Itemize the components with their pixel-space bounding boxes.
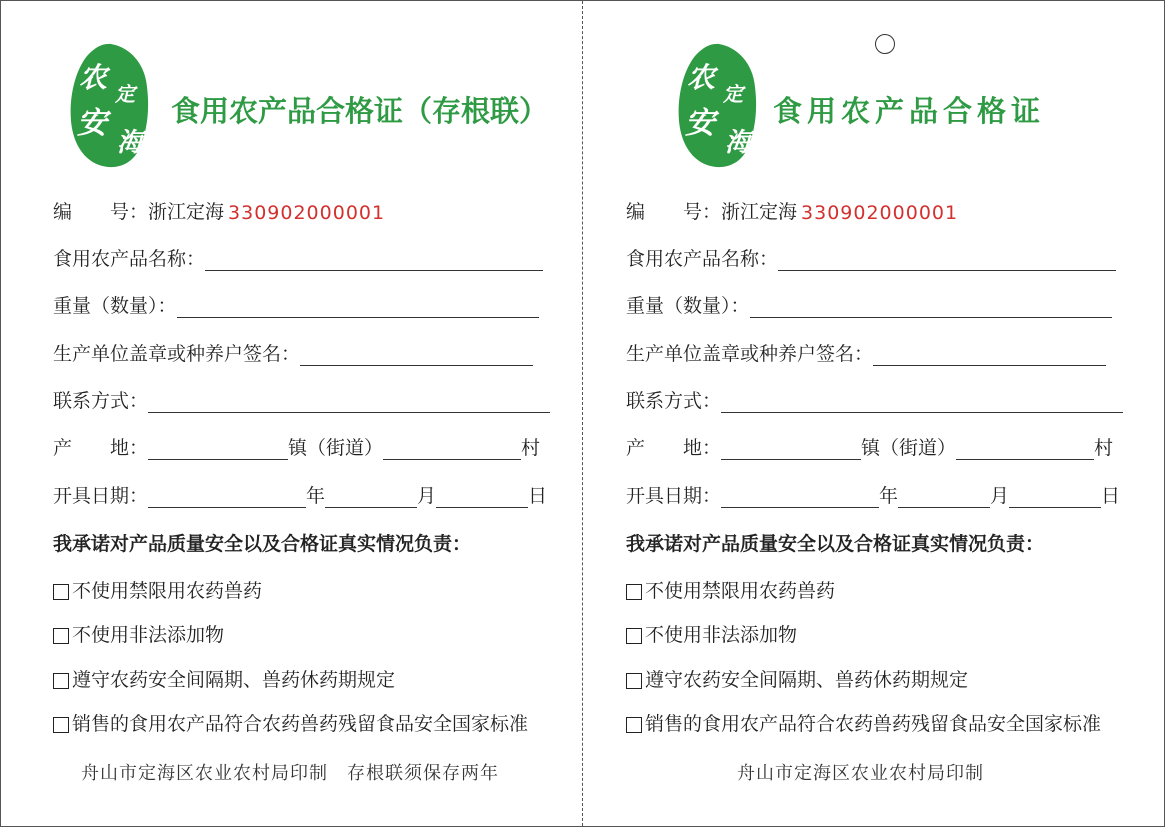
origin-village-field[interactable] [383,441,521,460]
checkbox[interactable] [53,673,69,689]
producer-signature-field[interactable] [300,347,533,366]
contact-field[interactable] [721,394,1123,413]
checkbox-row[interactable] [53,621,224,647]
stub-panel [1,1,582,826]
contact-field[interactable] [148,394,550,413]
pledge-statement: 我承诺对产品质量安全以及合格证真实情况负责： [53,533,472,555]
product-name-row [626,245,1116,271]
producer-signature-label: 生产单位盖章或种养户签名： [53,343,301,365]
checkbox-label: 销售的食用农产品符合农药兽药残留食品安全国家标准 [72,713,529,735]
year-label: 年 [306,485,326,507]
issue-day-field[interactable] [1009,489,1101,508]
printer-footer: 舟山市定海区农业农村局印制 存根联须保存两年 [81,763,499,784]
checkbox-row[interactable] [53,710,528,736]
serial-number-value: 330902000001 [801,202,959,224]
checkbox-row[interactable] [53,666,395,692]
origin-label: 产 地： [626,437,722,459]
weight-field[interactable] [750,299,1112,318]
serial-number-row [53,198,385,224]
checkbox[interactable] [626,584,642,600]
issue-date-row [626,482,1120,508]
serial-number-region: 浙江定海 [148,201,225,223]
logo-char-nong: 农 [79,61,108,94]
serial-number-label: 编 号： [626,201,722,223]
producer-signature-label: 生产单位盖章或种养户签名： [626,343,874,365]
printer-footer: 舟山市定海区农业农村局印制 [737,763,984,784]
checkbox[interactable] [53,628,69,644]
logo-char-ding: 定 [115,82,135,106]
checkbox-row[interactable] [626,710,1101,736]
weight-row [626,292,1112,318]
checkbox[interactable] [53,717,69,733]
checkbox-label: 不使用禁限用农药兽药 [72,580,263,602]
origin-village-label: 村 [1094,437,1114,459]
dinghai-logo [675,41,761,171]
pledge-statement: 我承诺对产品质量安全以及合格证真实情况负责： [626,533,1045,555]
logo-char-nong: 农 [687,61,716,94]
day-label: 日 [528,485,548,507]
issue-day-field[interactable] [436,489,528,508]
origin-village-field[interactable] [956,441,1094,460]
contact-row [53,387,550,413]
checkbox-label: 遵守农药安全间隔期、兽药休药期规定 [645,669,969,691]
contact-label: 联系方式： [626,390,722,412]
checkbox-label: 不使用禁限用农药兽药 [645,580,836,602]
checkbox-row[interactable] [626,666,968,692]
weight-label: 重量（数量）： [626,295,750,317]
checkbox-label: 不使用非法添加物 [72,624,225,646]
certificate-panel [583,1,1164,826]
issue-month-field[interactable] [325,489,417,508]
checkbox-label: 不使用非法添加物 [645,624,798,646]
certificate-title: 食用农产品合格证 [773,94,1046,128]
logo-char-hai: 海 [725,128,752,158]
serial-number-row [626,198,958,224]
issue-year-field[interactable] [148,489,306,508]
weight-row [53,292,539,318]
weight-field[interactable] [177,299,539,318]
producer-signature-row [53,340,533,366]
logo-char-an: 安 [685,106,715,141]
issue-date-label: 开具日期： [626,485,722,507]
issue-date-label: 开具日期： [53,485,149,507]
product-name-field[interactable] [205,252,543,271]
serial-number-region: 浙江定海 [721,201,798,223]
month-label: 月 [417,485,437,507]
checkbox[interactable] [626,717,642,733]
origin-town-field[interactable] [721,441,861,460]
logo-char-an: 安 [77,106,107,141]
checkbox-row[interactable] [53,577,262,603]
weight-label: 重量（数量）： [53,295,177,317]
origin-town-label: 镇（街道） [861,437,957,459]
serial-number-value: 330902000001 [228,202,386,224]
logo-char-hai: 海 [117,128,144,158]
day-label: 日 [1101,485,1121,507]
origin-label: 产 地： [53,437,149,459]
origin-row [626,434,1113,460]
checkbox-row[interactable] [626,621,797,647]
checkbox-label: 销售的食用农产品符合农药兽药残留食品安全国家标准 [645,713,1102,735]
origin-row [53,434,540,460]
product-name-field[interactable] [778,252,1116,271]
issue-year-field[interactable] [721,489,879,508]
serial-number-label: 编 号： [53,201,149,223]
producer-signature-field[interactable] [873,347,1106,366]
dinghai-logo [67,41,153,171]
origin-town-label: 镇（街道） [288,437,384,459]
checkbox-label: 遵守农药安全间隔期、兽药休药期规定 [72,669,396,691]
month-label: 月 [990,485,1010,507]
contact-row [626,387,1123,413]
checkbox[interactable] [626,628,642,644]
year-label: 年 [879,485,899,507]
product-name-label: 食用农产品名称： [53,248,206,270]
product-name-row [53,245,543,271]
origin-town-field[interactable] [148,441,288,460]
origin-village-label: 村 [521,437,541,459]
hang-hole [875,34,895,54]
checkbox[interactable] [53,584,69,600]
stub-title: 食用农产品合格证（存根联） [171,94,549,128]
issue-month-field[interactable] [898,489,990,508]
product-name-label: 食用农产品名称： [626,248,779,270]
producer-signature-row [626,340,1106,366]
contact-label: 联系方式： [53,390,149,412]
logo-char-ding: 定 [723,82,743,106]
issue-date-row [53,482,547,508]
checkbox-row[interactable] [626,577,835,603]
checkbox[interactable] [626,673,642,689]
